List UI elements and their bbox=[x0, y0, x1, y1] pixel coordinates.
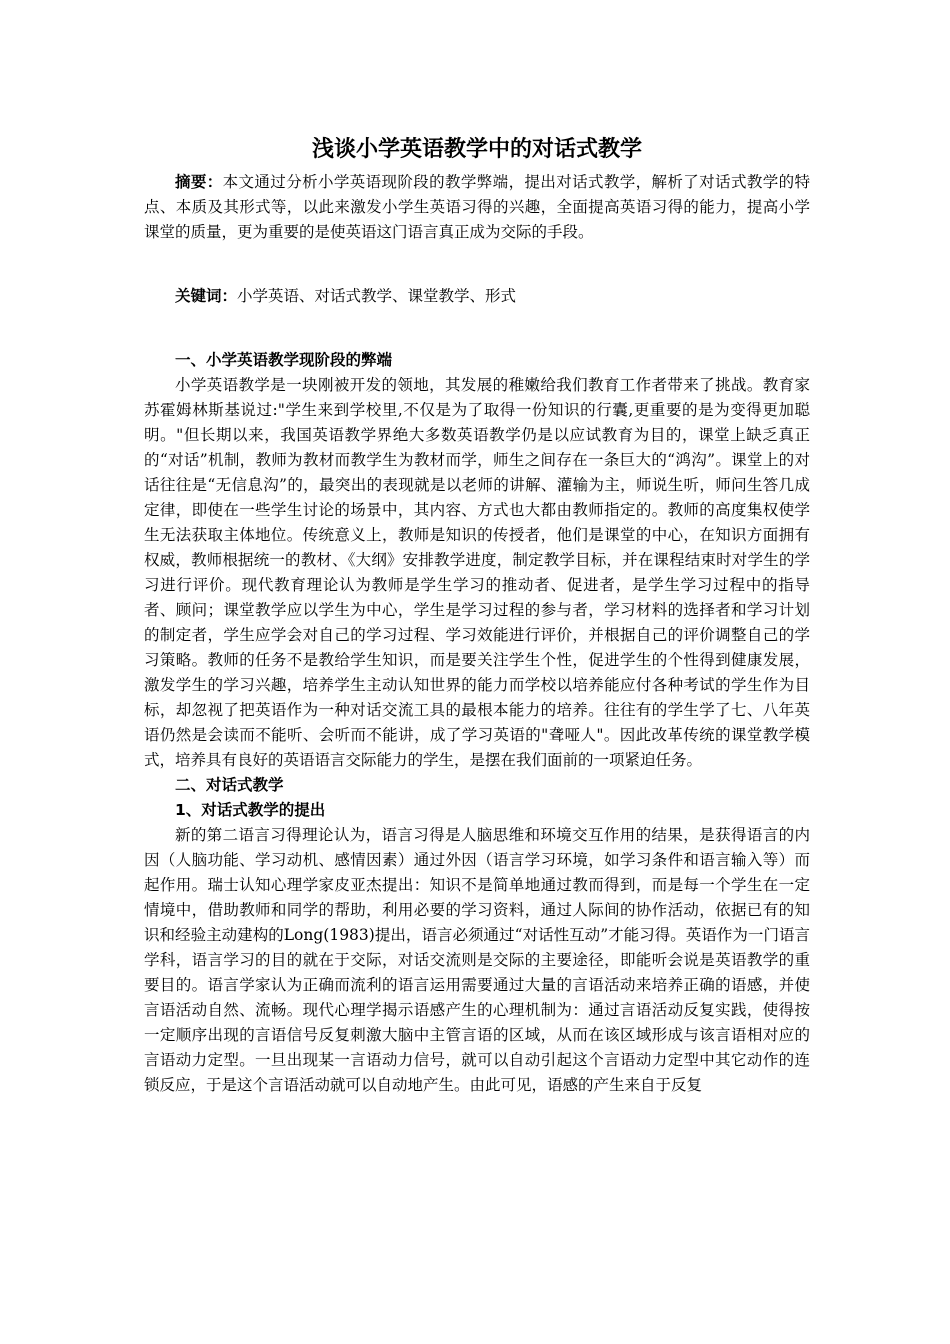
keywords-text: 小学英语、对话式教学、课堂教学、形式 bbox=[237, 287, 517, 305]
abstract-label: 摘要： bbox=[175, 173, 223, 191]
keywords bbox=[144, 284, 810, 309]
subsection-heading: 1、对话式教学的提出 bbox=[175, 801, 326, 819]
keywords-label: 关键词： bbox=[175, 287, 238, 305]
spacer bbox=[144, 334, 810, 348]
section-heading: 一、小学英语教学现阶段的弊端 bbox=[175, 351, 393, 369]
spacer bbox=[144, 245, 810, 270]
page-title: 浅谈小学英语教学中的对话式教学 bbox=[311, 137, 642, 162]
spacer bbox=[144, 270, 810, 284]
section-heading: 二、对话式教学 bbox=[175, 776, 284, 794]
body-paragraph: 新的第二语言习得理论认为，语言习得是人脑思维和环境交互作用的结果，是获得语言的内因（人脑功能、学习动机、感情因素）通过外因（语言学习环境，如学习条件和语言输入等）而起作用。瑞士认知心理学家皮亚杰提出：知识不是简单地通过教而得到，而是每一个学生在一定情境中，借助教师和同学的帮助，利用必要的学习资料，通过人际间的协作活动，依据已有的知识和经验主动建构的Long(1983)提出，语言必须通过“对话性互动”才能习得。英语作为一门语言学科，语言学习的目的就在于交际，对话交流则是交际的主要途径，即能听会说是英语教学的重要目的。语言学家认为正确而流利的语言运用需要通过大量的言语活动来培养正确的语感，并使言语活动自然、流畅。现代心理学揭示语感产生的心理机制为：通过言语活动反复实践，使得按一定顺序出现的言语信号反复刺激大脑中主管言语的区域，从而在该区域形成与该言语相对应的言语动力定型。一旦出现某一言语动力信号，就可以自动引起这个言语动力定型中其它动作的连锁反应，于是这个言语活动就可以自动地产生。由此可见，语感的产生来自于反复 bbox=[144, 826, 810, 1094]
body-paragraph: 小学英语教学是一块刚被开发的领地，其发展的稚嫩给我们教育工作者带来了挑战。教育家苏霍姆林斯基说过:"学生来到学校里,不仅是为了取得一份知识的行囊,更重要的是为变得更加聪明。"但长期以来，我国英语教学界绝大多数英语教学仍是以应试教育为目的，课堂上缺乏真正的“对话”机制，教师为教材而教学生为教材而学，师生之间存在一条巨大的“鸿沟”。课堂上的对话往往是“无信息沟”的，最突出的表现就是以老师的讲解、灌输为主，师说生听，师问生答几成定律，即使在一些学生讨论的场景中，其内容、方式也大都由教师指定的。教师的高度集权使学生无法获取主体地位。传统意义上，教师是知识的传授者，他们是课堂的中心，在知识方面拥有权威，教师根据统一的教材、《大纲》安排教学进度，制定教学目标，并在课程结束时对学生的学习进行评价。现代教育理论认为教师是学生学习的推动者、促进者，是学生学习过程中的指导者、顾问；课堂教学应以学生为中心，学生是学习过程的参与者，学习材料的选择者和学习计划的制定者，学生应学会对自己的学习过程、学习效能进行评价，并根据自己的评价调整自己的学习策略。教师的任务不是教给学生知识，而是要关注学生个性，促进学生的个性得到健康发展，激发学生的学习兴趣，培养学生主动认知世界的能力而学校以培养能应付各种考试的学生作为目标，却忽视了把英语作为一种对话交流工具的最根本能力的培养。往往有的学生学了七、八年英语仍然是会读而不能听、会听而不能讲，成了学习英语的"聋哑人"。因此改革传统的课堂教学模式，培养具有良好的英语语言交际能力的学生，是摆在我们面前的一项紧迫任务。 bbox=[144, 376, 810, 769]
document-page bbox=[144, 130, 810, 1098]
abstract bbox=[144, 170, 810, 245]
spacer bbox=[144, 309, 810, 334]
abstract-text: 本文通过分析小学英语现阶段的教学弊端，提出对话式教学，解析了对话式教学的特点、本质及其形式等，以此来激发小学生英语习得的兴趣，全面提高英语习得的能力，提高小学课堂的质量，更为重要的是使英语这门语言真正成为交际的手段。 bbox=[144, 173, 810, 241]
